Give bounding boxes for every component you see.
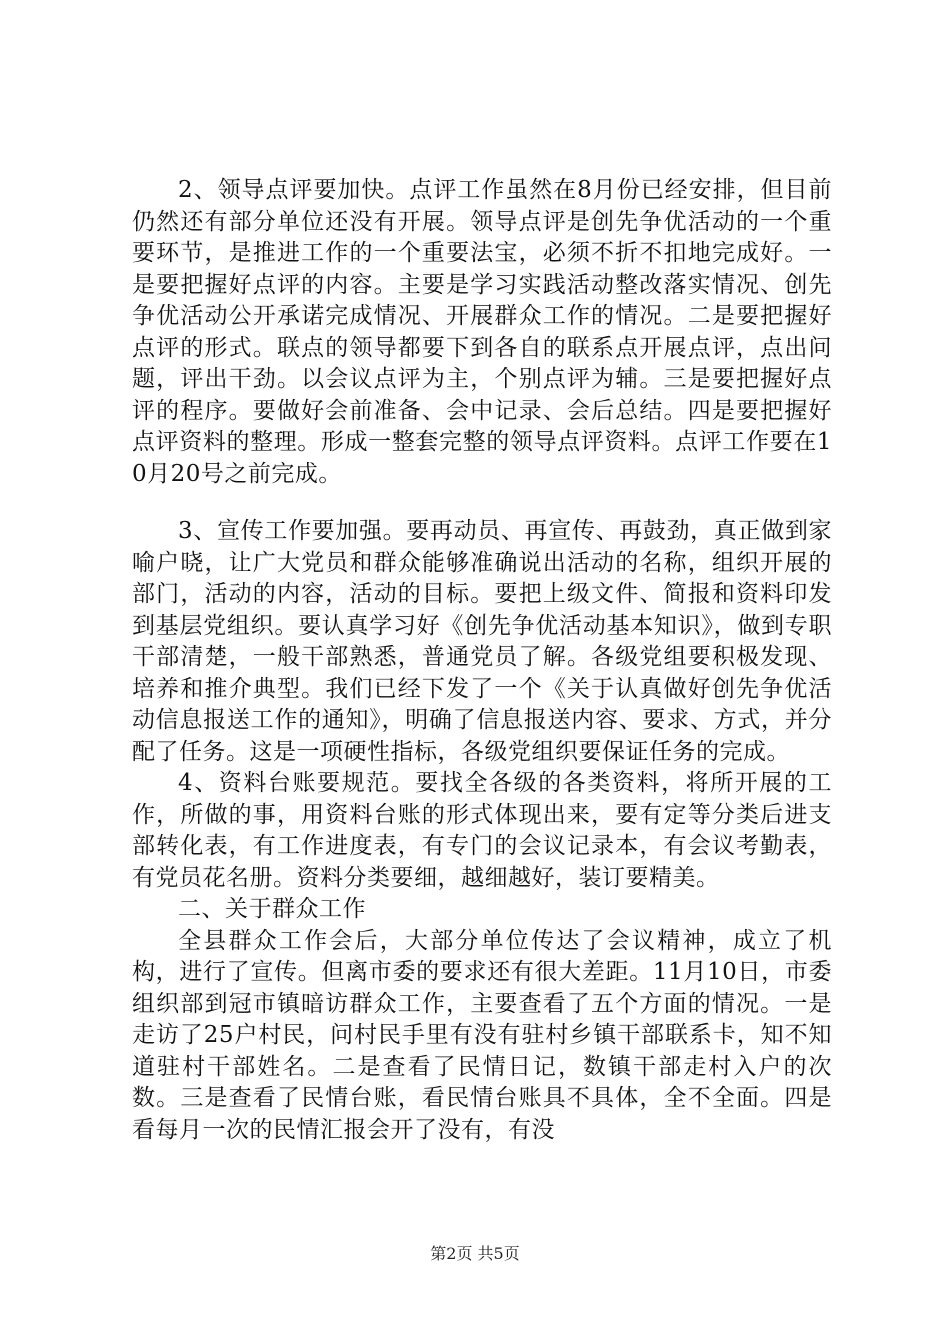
section-heading-mass-work: 二、关于群众工作 bbox=[178, 896, 366, 922]
page-number-footer: 第2页 共5页 bbox=[430, 1244, 520, 1263]
paragraph-mass-work: 全县群众工作会后，大部分单位传达了会议精神，成立了机构，进行了宣传。但离市委的要求还有很大差距。11月10日，市委组织部到冠市镇暗访群众工作，主要查看了五个方面的情况。一是走访了25户村民，问村民手里有没有驻村乡镇干部联系卡，知不知道驻村干部姓名。二是查看了民情日记，数镇干部走村入户的次数。三是查看了民情台账，看民情台账具不具体，全不全面。四是看每月一次的民情汇报会开了没有，有没 bbox=[132, 927, 832, 1143]
paragraph-leader-review: 2、领导点评要加快。点评工作虽然在8月份已经安排，但目前仍然还有部分单位还没有开展。领导点评是创先争优活动的一个重要环节，是推进工作的一个重要法宝，必须不折不扣地完成好。一是要把握好点评的内容。主要是学习实践活动整改落实情况、创先争优活动公开承诺完成情况、开展群众工作的情况。二是要把握好点评的形式。联点的领导都要下到各自的联系点开展点评，点出问题，评出干劲。以会议点评为主，个别点评为辅。三是要把握好点评的程序。要做好会前准备、会中记录、会后总结。四是要把握好点评资料的整理。形成一整套完整的领导点评资料。点评工作要在10月20号之前完成。 bbox=[132, 177, 832, 487]
paragraph-publicity: 3、宣传工作要加强。要再动员、再宣传、再鼓劲，真正做到家喻户晓，让广大党员和群众能够准确说出活动的名称，组织开展的部门，活动的内容，活动的目标。要把上级文件、简报和资料印发到基层党组织。要认真学习好《创先争优活动基本知识》，做到专职干部清楚，一般干部熟悉，普通党员了解。各级党组要积极发现、培养和推介典型。我们已经下发了一个《关于认真做好创先争优活动信息报送工作的通知》，明确了信息报送内容、要求、方式，并分配了任务。这是一项硬性指标，各级党组织要保证任务的完成。 bbox=[132, 518, 832, 765]
paragraph-records: 4、资料台账要规范。要找全各级的各类资料，将所开展的工作，所做的事，用资料台账的形式体现出来，要有定等分类后进支部转化表，有工作进度表，有专门的会议记录本，有会议考勤表，有党员花名册。资料分类要细，越细越好，装订要精美。 bbox=[132, 770, 832, 891]
document-body bbox=[132, 175, 832, 1146]
